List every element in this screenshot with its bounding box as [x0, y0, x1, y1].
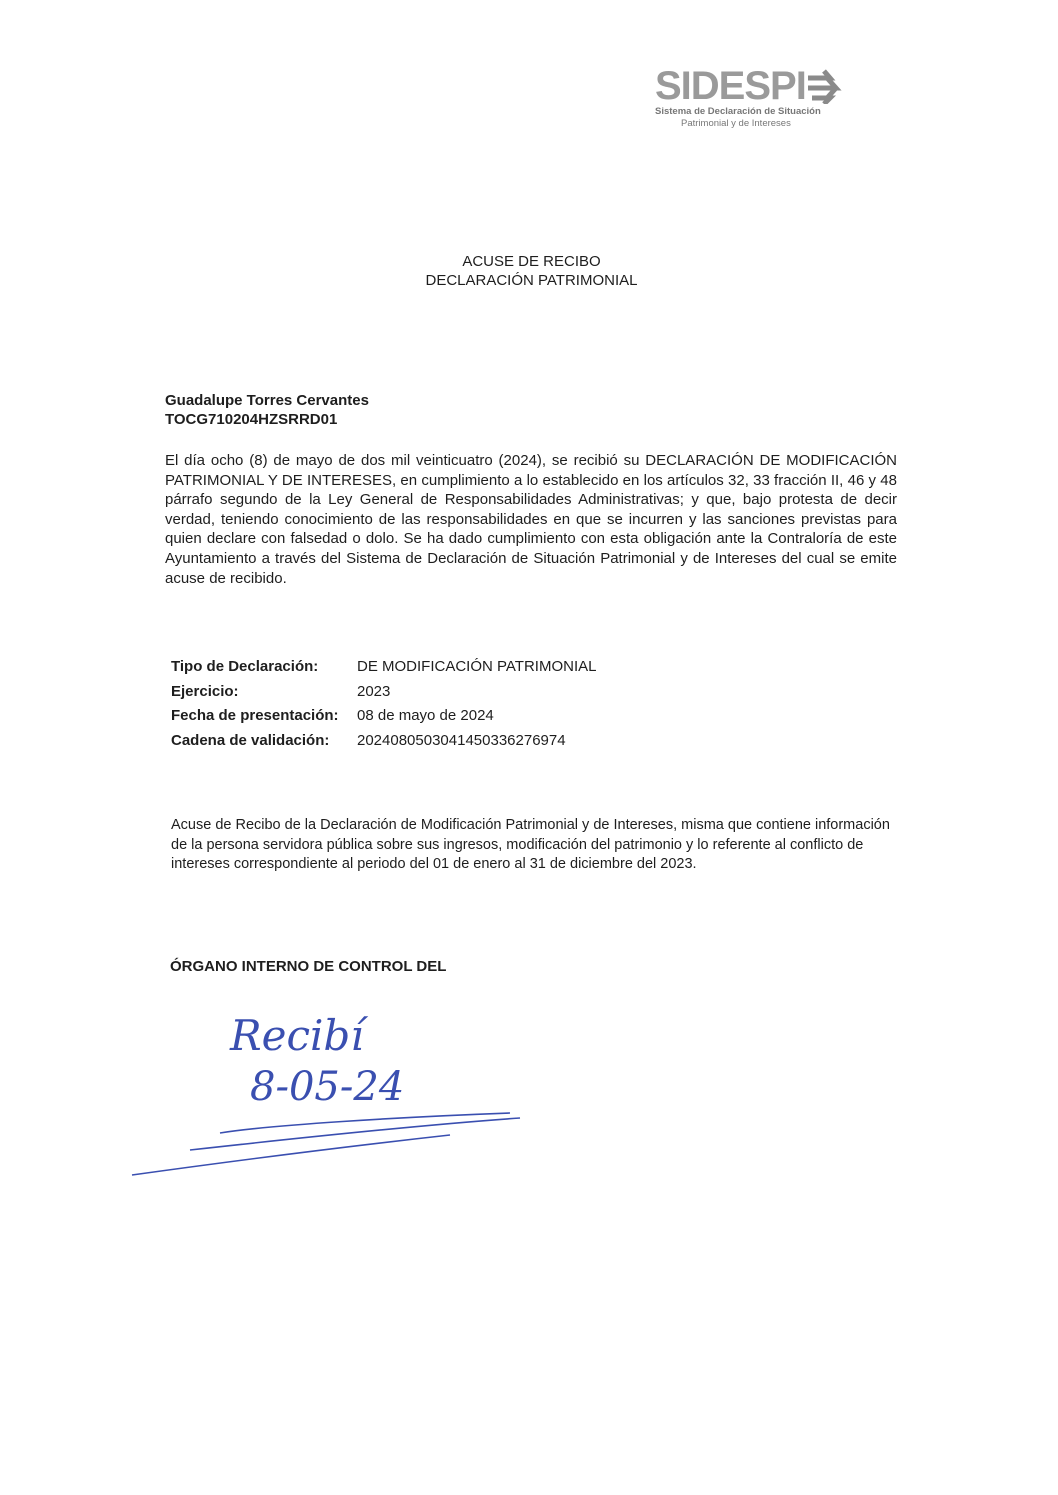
field-value: DE MODIFICACIÓN PATRIMONIAL [357, 658, 597, 675]
handwriting-line-1: Recibí [230, 1011, 364, 1060]
field-value: 2023 [357, 682, 391, 700]
logo-subtitle-1: Sistema de Declaración de Situación [655, 106, 821, 117]
field-label: Fecha de presentación: [171, 707, 339, 724]
declaration-fields [171, 655, 596, 753]
title-line-2: DECLARACIÓN PATRIMONIAL [425, 272, 638, 289]
field-row [171, 655, 596, 680]
handwritten-signature [120, 985, 540, 1185]
signature-strokes [132, 1113, 520, 1175]
document-title [0, 252, 1058, 290]
field-label: Ejercicio: [171, 682, 239, 700]
field-row [171, 704, 596, 729]
organ-heading: ÓRGANO INTERNO DE CONTROL DEL [170, 958, 447, 975]
field-label: Cadena de validación: [171, 731, 330, 749]
recipient-name: Guadalupe Torres Cervantes [165, 392, 369, 409]
title-line-1: ACUSE DE RECIBO [462, 253, 601, 270]
field-row [171, 729, 596, 754]
arrows-icon [806, 68, 846, 104]
recipient-id: TOCG710204HZSRRD01 [165, 411, 338, 428]
field-label: Tipo de Declaración: [171, 658, 319, 675]
logo-subtitle-2: Patrimonial y de Intereses [681, 118, 791, 129]
sidespi-logo [655, 66, 855, 130]
footer-paragraph: Acuse de Recibo de la Declaración de Modificación Patrimonial y de Intereses, misma que contiene información de la persona servidora pública sobre sus ingresos, modificación del patrimonio y lo referente al conflicto de intereses correspondiente al periodo del 01 de enero al 31 de diciembre del 2023. [171, 817, 890, 872]
field-value: 2024080503041450336276974 [357, 731, 566, 749]
recipient [165, 391, 369, 429]
handwriting-line-2: 8-05-24 [250, 1064, 405, 1110]
logo-wordmark: SIDESPI [655, 64, 806, 108]
field-value: 08 de mayo de 2024 [357, 707, 494, 724]
field-row [171, 680, 596, 705]
body-paragraph: El día ocho (8) de mayo de dos mil veinticuatro (2024), se recibió su DECLARACIÓN DE MODIFICACIÓN PATRIMONIAL Y DE INTERESES, en cumplimiento a lo establecido en los artículos 32, 33 fracción II, 46 y 48 párrafo segundo de la Ley General de Responsabilidades Administrativas; y que, bajo protesta de decir verdad, teniendo conocimiento de las responsabilidades en que se incurren y las sanciones previstas para quien declare con falsedad o dolo. Se ha dado cumplimiento con esta obligación ante la Contraloría de este Ayuntamiento a través del Sistema de Declaración de Situación Patrimonial y de Intereses del cual se emite acuse de recibido. [165, 452, 897, 587]
